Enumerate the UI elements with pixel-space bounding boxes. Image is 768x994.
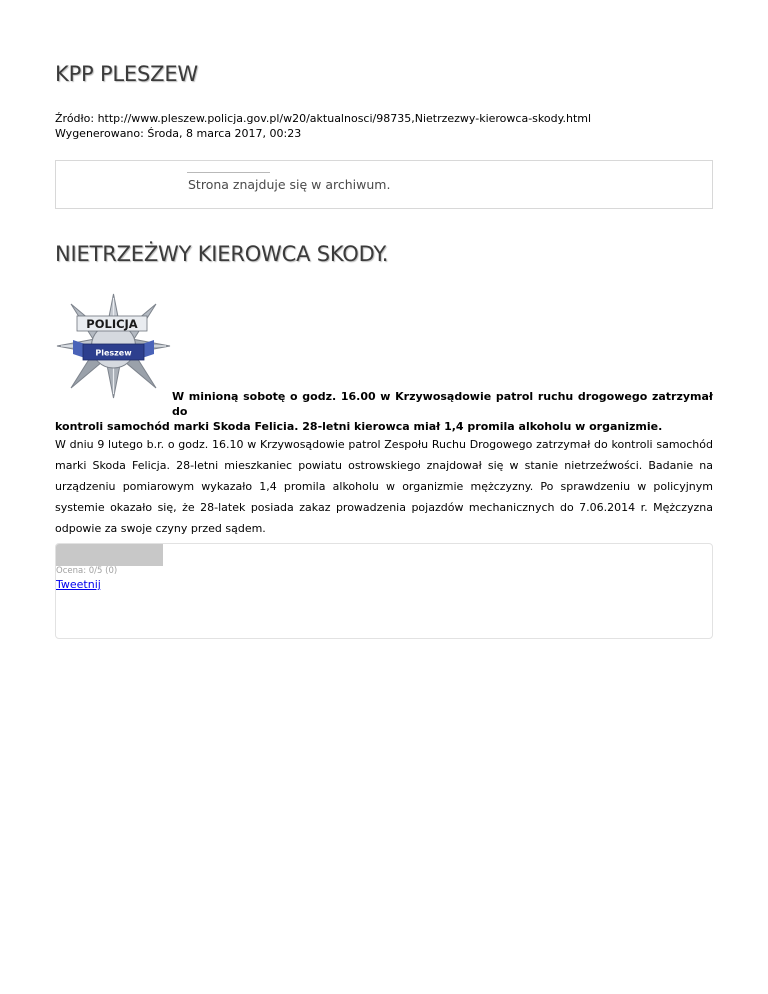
generated-line: Wygenerowano: Środa, 8 marca 2017, 00:23 <box>55 127 302 140</box>
article-body: W dniu 9 lutego b.r. o godz. 16.10 w Krzywosądowie patrol Zespołu Ruchu Drogowego zatrzymał do kontroli samochód marki Skoda Felicja. 28-letni mieszkaniec powiatu ostrowskiego znajdował się w stanie nietrzeźwości. Badanie na urządzeniu pomiarowym wykazało 1,4 promila alkoholu w organizmie mężczyzny. Po sprawdzeniu w policyjnym systemie okazało się, że 28-latek posiada zakaz prowadzenia pojazdów mechanicznych do 7.06.2014 r. Mężczyzna odpowie za swoje czyny przed sądem. <box>55 438 713 535</box>
article-lead-line-2: kontroli samochód marki Skoda Felicia. 28-letni kierowca miał 1,4 promila alkoholu w organizmie. <box>55 420 663 433</box>
article-lead <box>55 389 713 434</box>
rating-stars-bar[interactable] <box>56 544 163 566</box>
source-line: Źródło: http://www.pleszew.policja.gov.pl/w20/aktualnosci/98735,Nietrzezwy-kierowca-skody.html <box>55 112 592 125</box>
police-star-badge-icon <box>55 292 172 400</box>
article-lead-line-1: W minioną sobotę o godz. 16.00 w Krzywosądowie patrol ruchu drogowego zatrzymał do <box>172 390 713 418</box>
archive-notice-text: Strona znajduje się w archiwum. <box>188 177 391 192</box>
svg-text:POLICJA: POLICJA <box>86 317 138 331</box>
site-title: KPP PLESZEW <box>55 62 198 86</box>
archive-divider <box>187 172 270 173</box>
rating-label: Ocena: 0/5 (0) <box>56 566 118 576</box>
archive-notice-box <box>55 160 713 209</box>
rating-box <box>55 543 713 639</box>
tweet-link[interactable]: Tweetnij <box>56 578 101 591</box>
svg-text:Pleszew: Pleszew <box>95 348 132 358</box>
document-meta <box>55 111 591 141</box>
article-title: NIETRZEŻWY KIEROWCA SKODY. <box>55 242 389 266</box>
